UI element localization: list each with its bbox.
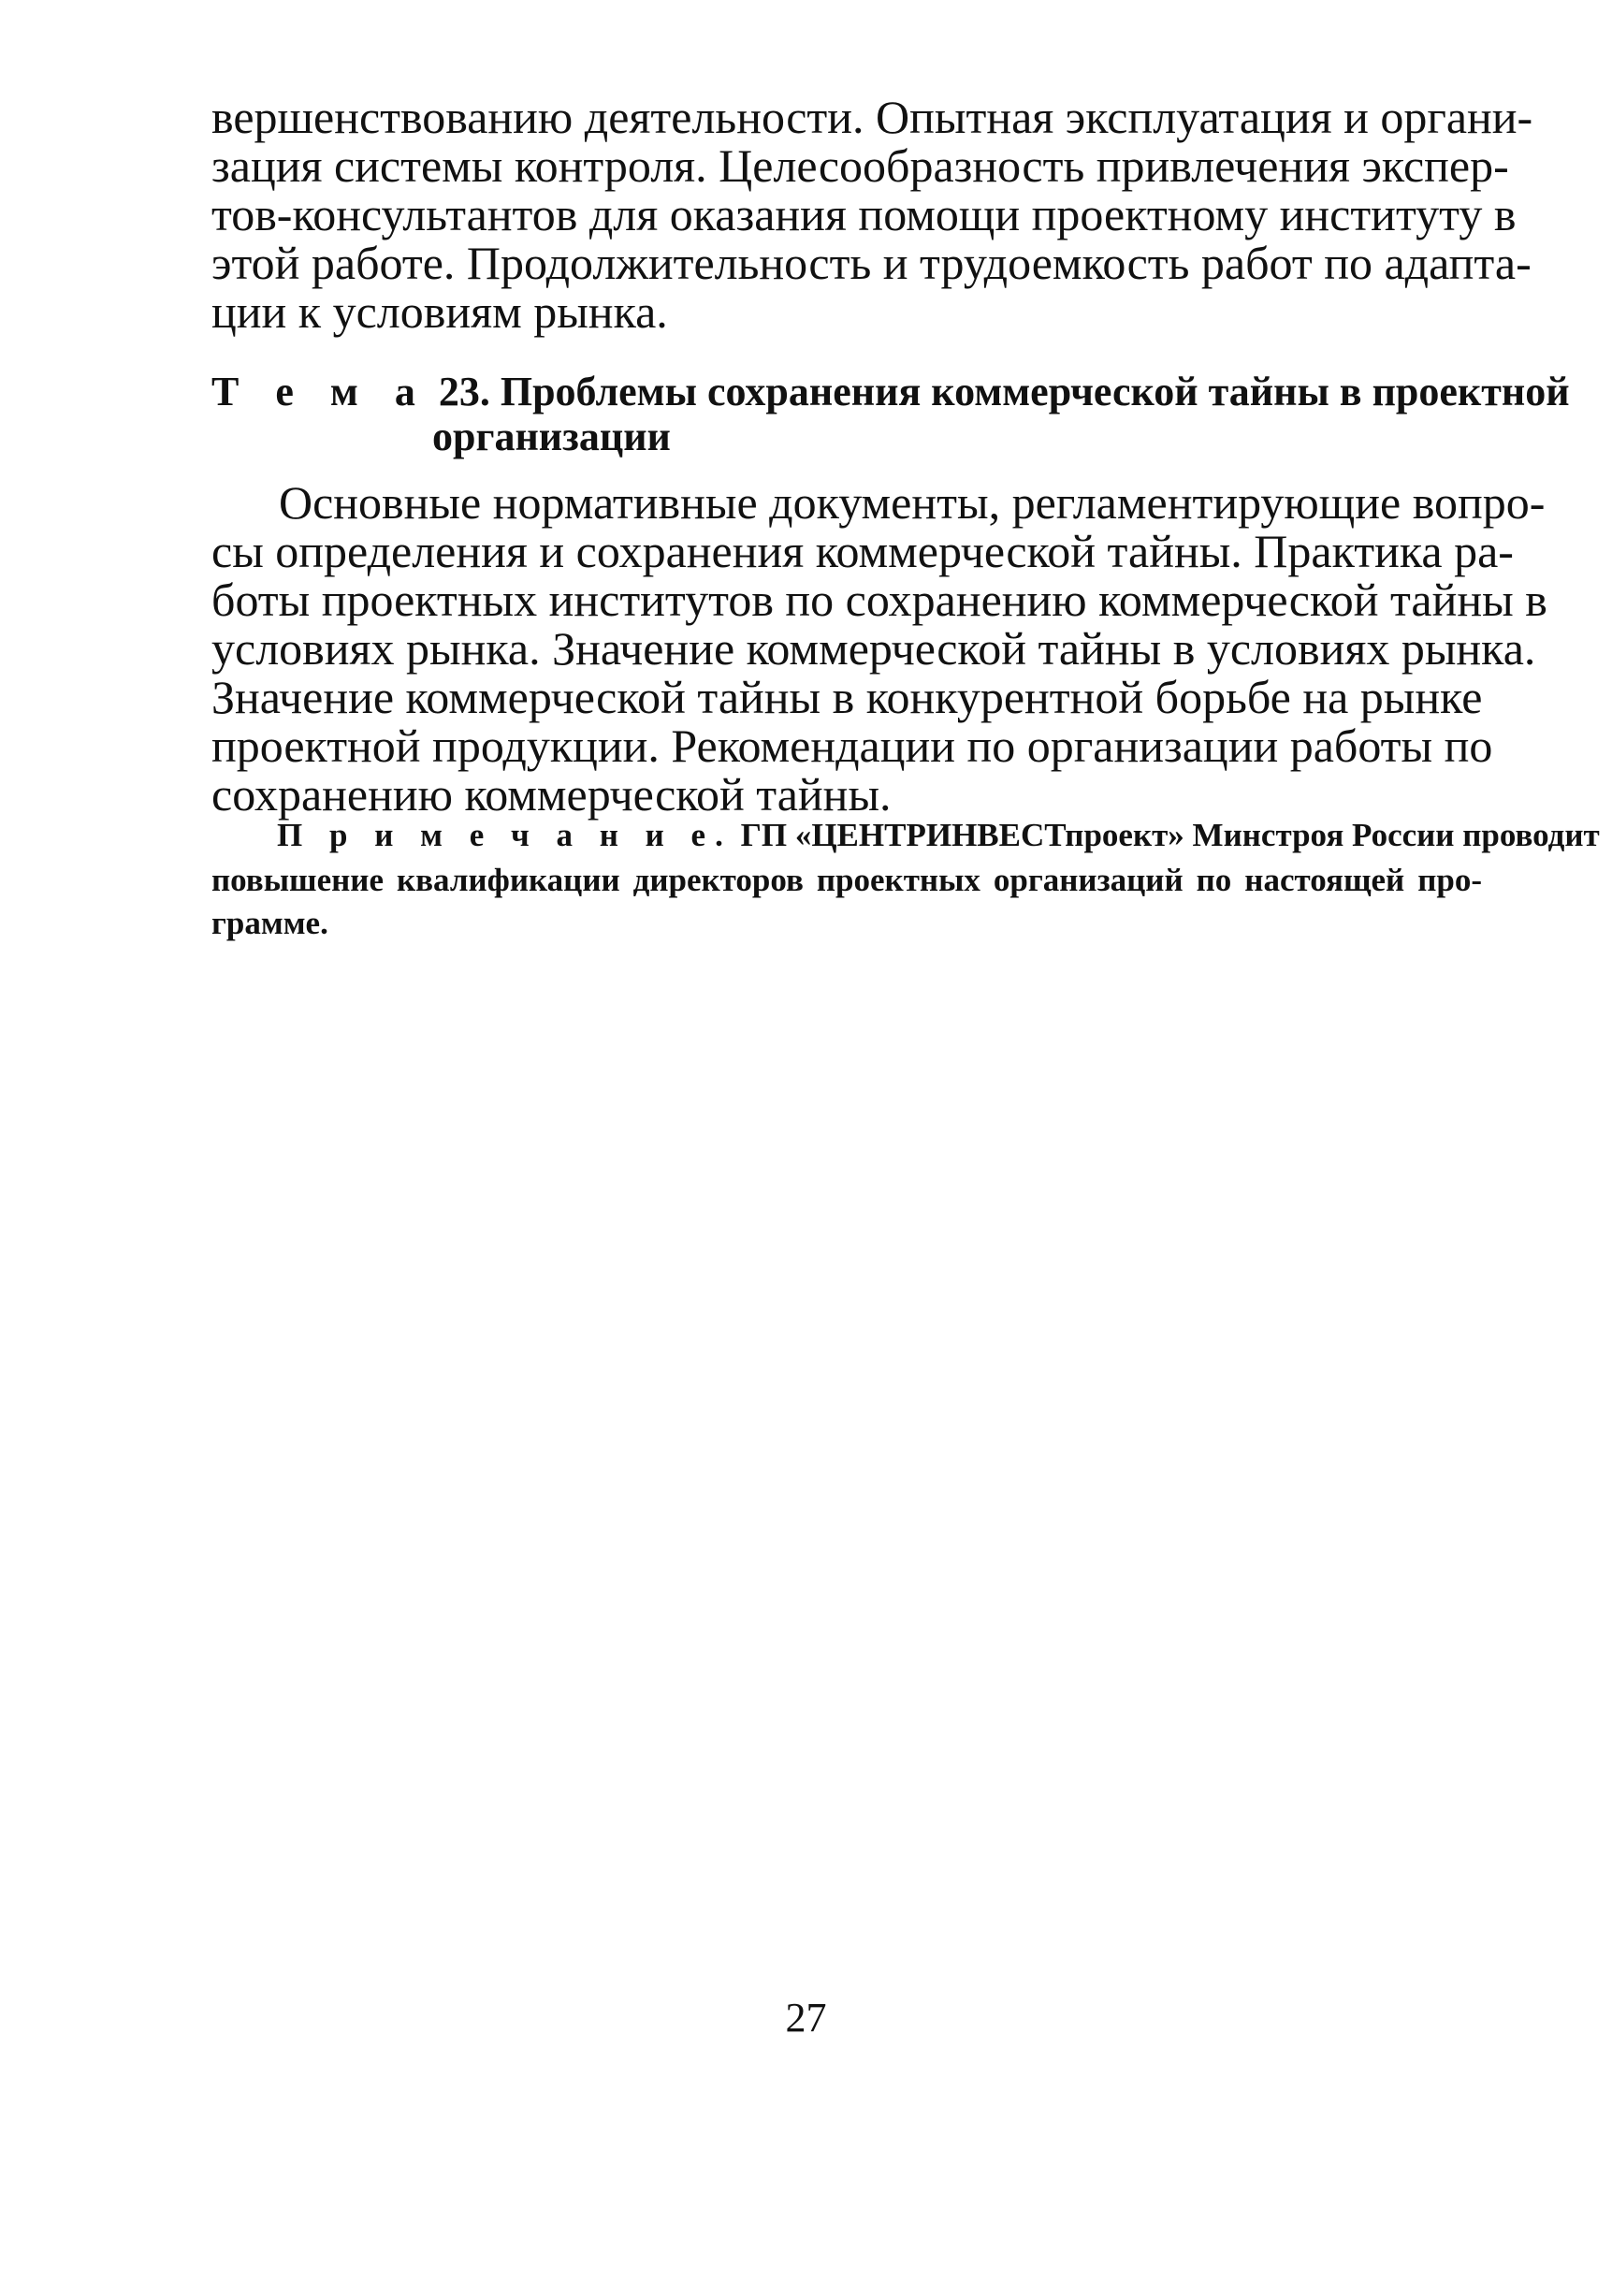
paragraph-line: сохранению коммерческой тайны.: [211, 768, 892, 821]
paragraph-line: боты проектных институтов по сохранению коммерческой тайны в: [211, 574, 1547, 626]
note-text: ГП «ЦЕНТРИНВЕСТпроект» Минстроя России проводит: [740, 817, 1600, 853]
paragraph-line: Значение коммерческой тайны в конкурентной борьбе на рынке: [211, 671, 1483, 723]
note-line: грамме.: [211, 905, 328, 941]
topic-title-continued: организации: [432, 414, 671, 459]
topic-heading: [211, 369, 1570, 415]
topic-title: 23. Проблемы сохранения коммерческой тайны в проектной: [438, 369, 1570, 414]
paragraph-line: условиях рынка. Значение коммерческой тайны в условиях рынка.: [211, 622, 1536, 675]
paragraph-line: тов-консультантов для оказания помощи проектному институту в: [211, 188, 1517, 240]
paragraph-line: проектной продукции. Рекомендации по организации работы по: [211, 719, 1493, 772]
paragraph-line: Основные нормативные документы, регламентирующие вопро-: [279, 476, 1546, 529]
topic-label: Т е м а: [211, 369, 428, 414]
note-line: [277, 816, 1600, 855]
paragraph-line: ции к условиям рынка.: [211, 285, 668, 338]
note-label: П р и м е ч а н и е.: [277, 817, 733, 853]
paragraph-line: вершенствованию деятельности. Опытная эксплуатация и органи-: [211, 91, 1533, 143]
note-line: повышение квалификации директоров проектных организаций по настоящей про-: [211, 862, 1482, 898]
paragraph-line: этой работе. Продолжительность и трудоемкость работ по адапта-: [211, 237, 1532, 289]
paragraph-line: сы определения и сохранения коммерческой тайны. Практика ра-: [211, 525, 1514, 577]
paragraph-line: зация системы контроля. Целесообразность привлечения экспер-: [211, 139, 1509, 192]
page-number: 27: [785, 1995, 827, 2041]
